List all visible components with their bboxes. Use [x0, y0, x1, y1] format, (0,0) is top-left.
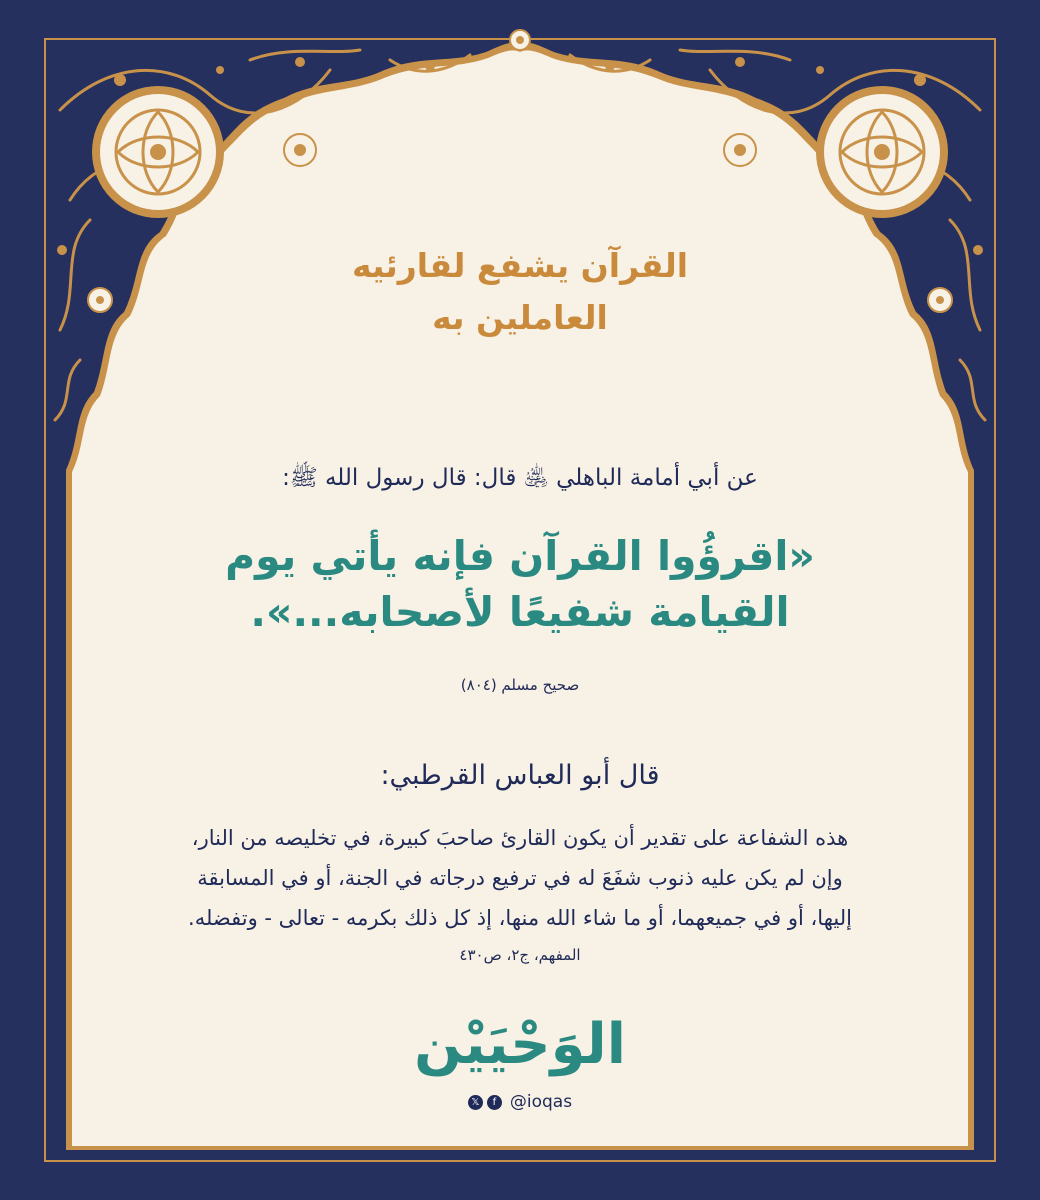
quote-line-1: هذه الشفاعة على تقدير أن يكون القارئ صاحبَ كبيرة، في تخليصه من النار، — [191, 826, 849, 850]
hadith-line-1: «اقرؤُوا القرآن فإنه يأتي يوم — [225, 532, 815, 580]
facebook-icon[interactable]: f — [487, 1095, 502, 1110]
social-bar — [60, 1092, 980, 1112]
quote-source: المفهم، ج٢، ص٤٣٠ — [459, 946, 581, 964]
social-handle[interactable]: @ioqas — [509, 1092, 573, 1112]
quote-title: قال أبو العباس القرطبي: — [380, 760, 660, 791]
page-title — [60, 240, 980, 344]
hadith-source: صحيح مسلم (٨٠٤) — [460, 676, 580, 694]
main-content — [60, 0, 980, 1200]
hadith-line-2: القيامة شفيعًا لأصحابه...». — [250, 588, 790, 636]
quote-text — [96, 818, 944, 938]
logo: الوَحْيَيْن — [414, 1012, 626, 1077]
quote-line-2: وإن لم يكن عليه ذنوب شفَعَ له في ترفيع درجاته في الجنة، أو في المسابقة — [197, 866, 843, 890]
title-line-1: القرآن يشفع لقارئيه — [351, 246, 689, 285]
x-icon[interactable]: 𝕏 — [468, 1095, 483, 1110]
title-line-2: العاملين به — [432, 298, 608, 337]
hadith-text — [60, 528, 980, 640]
quote-line-3: إليها، أو في جميعهما، أو ما شاء الله منها، إذ كل ذلك بكرمه - تعالى - وتفضله. — [188, 906, 852, 930]
hadith-intro: عن أبي أمامة الباهلي ﵁ قال: قال رسول الله ﷺ: — [282, 465, 758, 491]
